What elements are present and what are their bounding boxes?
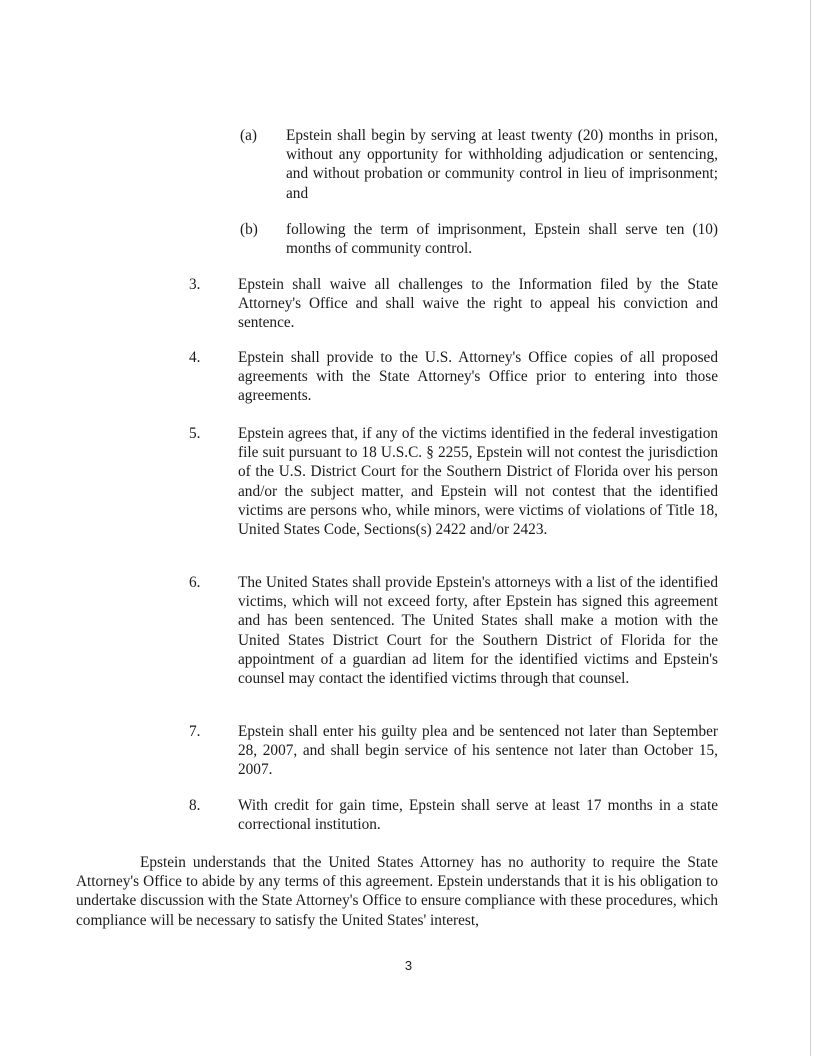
- scan-edge-line: [810, 0, 811, 1056]
- item-text-4: Epstein shall provide to the U.S. Attorney's Office copies of all proposed agreements with the State Attorney's Office prior to entering into those agreements.: [238, 349, 718, 405]
- closing-paragraph: Epstein understands that the United States Attorney has no authority to require the State Attorney's Office to abide by any terms of this agreement. Epstein understands that it is his obligation to undertake discussion with the State Attorney's Office to ensure compliance with these procedures, which compliance will be necessary to satisfy the United States' interest,: [76, 854, 718, 929]
- subitem-label-b: (b): [240, 221, 258, 238]
- item-text-6: The United States shall provide Epstein's attorneys with a list of the identified victims, which will not exceed forty, after Epstein has signed this agreement and has been sentenced. The United States shall make a motion with the United States District Court for the Southern District of Florida for the appointment of a guardian ad litem for the identified victims and Epstein's counsel may contact the identified victims through that counsel.: [238, 574, 718, 688]
- subitem-label-a: (a): [240, 127, 257, 144]
- item-number-7: 7.: [189, 723, 201, 740]
- page-number: 3: [404, 958, 413, 973]
- subitem-text-b: following the term of imprisonment, Epstein shall serve ten (10) months of community control.: [286, 221, 718, 258]
- item-text-3: Epstein shall waive all challenges to the Information filed by the State Attorney's Office and shall waive the right to appeal his conviction and sentence.: [238, 276, 718, 332]
- item-number-6: 6.: [189, 574, 201, 591]
- subitem-text-a: Epstein shall begin by serving at least twenty (20) months in prison, without any opportunity for withholding adjudication or sentencing, and without probation or community control in lieu of imprisonment; and: [286, 127, 718, 202]
- item-text-7: Epstein shall enter his guilty plea and be sentenced not later than September 28, 2007, and shall begin service of his sentence not later than October 15, 2007.: [238, 723, 718, 779]
- item-text-8: With credit for gain time, Epstein shall serve at least 17 months in a state correctional institution.: [238, 797, 718, 834]
- item-number-3: 3.: [189, 276, 201, 293]
- item-number-8: 8.: [189, 797, 201, 814]
- item-number-5: 5.: [189, 425, 201, 442]
- item-text-5: Epstein agrees that, if any of the victims identified in the federal investigation file suit pursuant to 18 U.S.C. § 2255, Epstein will not contest the jurisdiction of the U.S. District Court for the Southern District of Florida over his person and/or the subject matter, and Epstein will not contest that the identified victims are persons who, while minors, were victims of violations of Title 18, United States Code, Sections(s) 2422 and/or 2423.: [238, 425, 718, 539]
- item-number-4: 4.: [189, 349, 201, 366]
